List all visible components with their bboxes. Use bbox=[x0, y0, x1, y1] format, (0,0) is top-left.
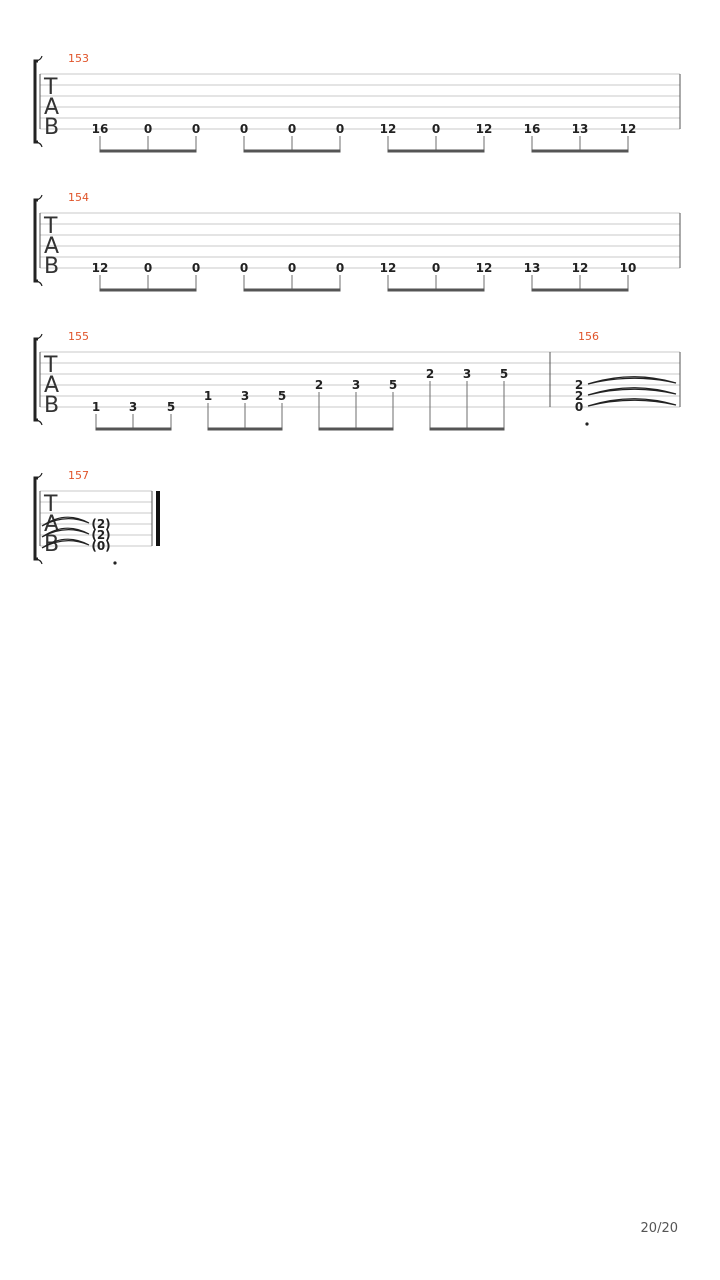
measure-number: 157 bbox=[68, 469, 89, 482]
fret-number: 0 bbox=[574, 400, 584, 414]
fret-number: 13 bbox=[571, 122, 589, 136]
tab-clef-letter: A bbox=[44, 95, 60, 120]
tab-clef-letter: B bbox=[44, 393, 60, 418]
fret-number: 12 bbox=[379, 122, 397, 136]
fret-number: 0 bbox=[335, 261, 345, 275]
tab-clef-letter: B bbox=[44, 254, 60, 279]
bracket-hook bbox=[36, 56, 42, 147]
tab-clef-letter: A bbox=[44, 512, 60, 537]
fret-number: 2 bbox=[574, 389, 584, 403]
tab-clef-letter: T bbox=[44, 214, 58, 239]
fret-number: (0) bbox=[91, 539, 111, 553]
fret-number: 5 bbox=[388, 378, 398, 392]
fret-number: 12 bbox=[475, 122, 493, 136]
tab-clef-letter: B bbox=[44, 532, 60, 557]
tab-clef-letter: A bbox=[44, 373, 60, 398]
measure-number: 156 bbox=[578, 330, 599, 343]
fret-number: 0 bbox=[287, 261, 297, 275]
fret-number: 12 bbox=[379, 261, 397, 275]
fret-number: 1 bbox=[91, 400, 101, 414]
page-number: 20/20 bbox=[640, 1221, 678, 1236]
fret-number: 2 bbox=[314, 378, 324, 392]
fret-number: 0 bbox=[335, 122, 345, 136]
fret-number: 13 bbox=[523, 261, 541, 275]
tab-clef-letter: T bbox=[44, 353, 58, 378]
fret-number: 0 bbox=[191, 122, 201, 136]
bracket-hook bbox=[36, 195, 42, 286]
tab-clef-letter: B bbox=[44, 115, 60, 140]
tab-clef-letter: A bbox=[44, 234, 60, 259]
fret-number: 0 bbox=[431, 261, 441, 275]
fret-number: 16 bbox=[523, 122, 541, 136]
system-bracket bbox=[35, 478, 38, 559]
fret-number: 0 bbox=[239, 261, 249, 275]
rhythm-dot bbox=[113, 561, 116, 564]
fret-number: 2 bbox=[574, 378, 584, 392]
measure-number: 154 bbox=[68, 191, 89, 204]
fret-number: 0 bbox=[143, 261, 153, 275]
measure-number: 155 bbox=[68, 330, 89, 343]
fret-number: 5 bbox=[166, 400, 176, 414]
tab-clef-letter: T bbox=[44, 75, 58, 100]
fret-number: 5 bbox=[499, 367, 509, 381]
fret-number: 0 bbox=[239, 122, 249, 136]
measure-number: 153 bbox=[68, 52, 89, 65]
fret-number: 1 bbox=[203, 389, 213, 403]
fret-number: 0 bbox=[287, 122, 297, 136]
fret-number: (2) bbox=[91, 517, 111, 531]
fret-number: 12 bbox=[619, 122, 637, 136]
fret-number: 3 bbox=[351, 378, 361, 392]
fret-number: 12 bbox=[475, 261, 493, 275]
fret-number: 0 bbox=[143, 122, 153, 136]
bracket-hook bbox=[36, 334, 42, 425]
system-bracket bbox=[35, 200, 38, 281]
final-barline-thick bbox=[156, 491, 160, 546]
fret-number: 12 bbox=[571, 261, 589, 275]
fret-number: 3 bbox=[462, 367, 472, 381]
fret-number: 2 bbox=[425, 367, 435, 381]
fret-number: 0 bbox=[431, 122, 441, 136]
fret-number: 3 bbox=[240, 389, 250, 403]
fret-number: 16 bbox=[91, 122, 109, 136]
system-bracket bbox=[35, 61, 38, 142]
system-bracket bbox=[35, 339, 38, 420]
fret-number: 3 bbox=[128, 400, 138, 414]
bracket-hook bbox=[36, 473, 42, 564]
fret-number: 5 bbox=[277, 389, 287, 403]
fret-number: 12 bbox=[91, 261, 109, 275]
fret-number: (2) bbox=[91, 528, 111, 542]
fret-number: 0 bbox=[191, 261, 201, 275]
rhythm-dot bbox=[585, 422, 588, 425]
fret-number: 10 bbox=[619, 261, 637, 275]
tie-arc bbox=[588, 399, 676, 406]
tie-arc bbox=[588, 388, 676, 395]
tab-clef-letter: T bbox=[44, 492, 58, 517]
tie-arc bbox=[588, 377, 676, 384]
